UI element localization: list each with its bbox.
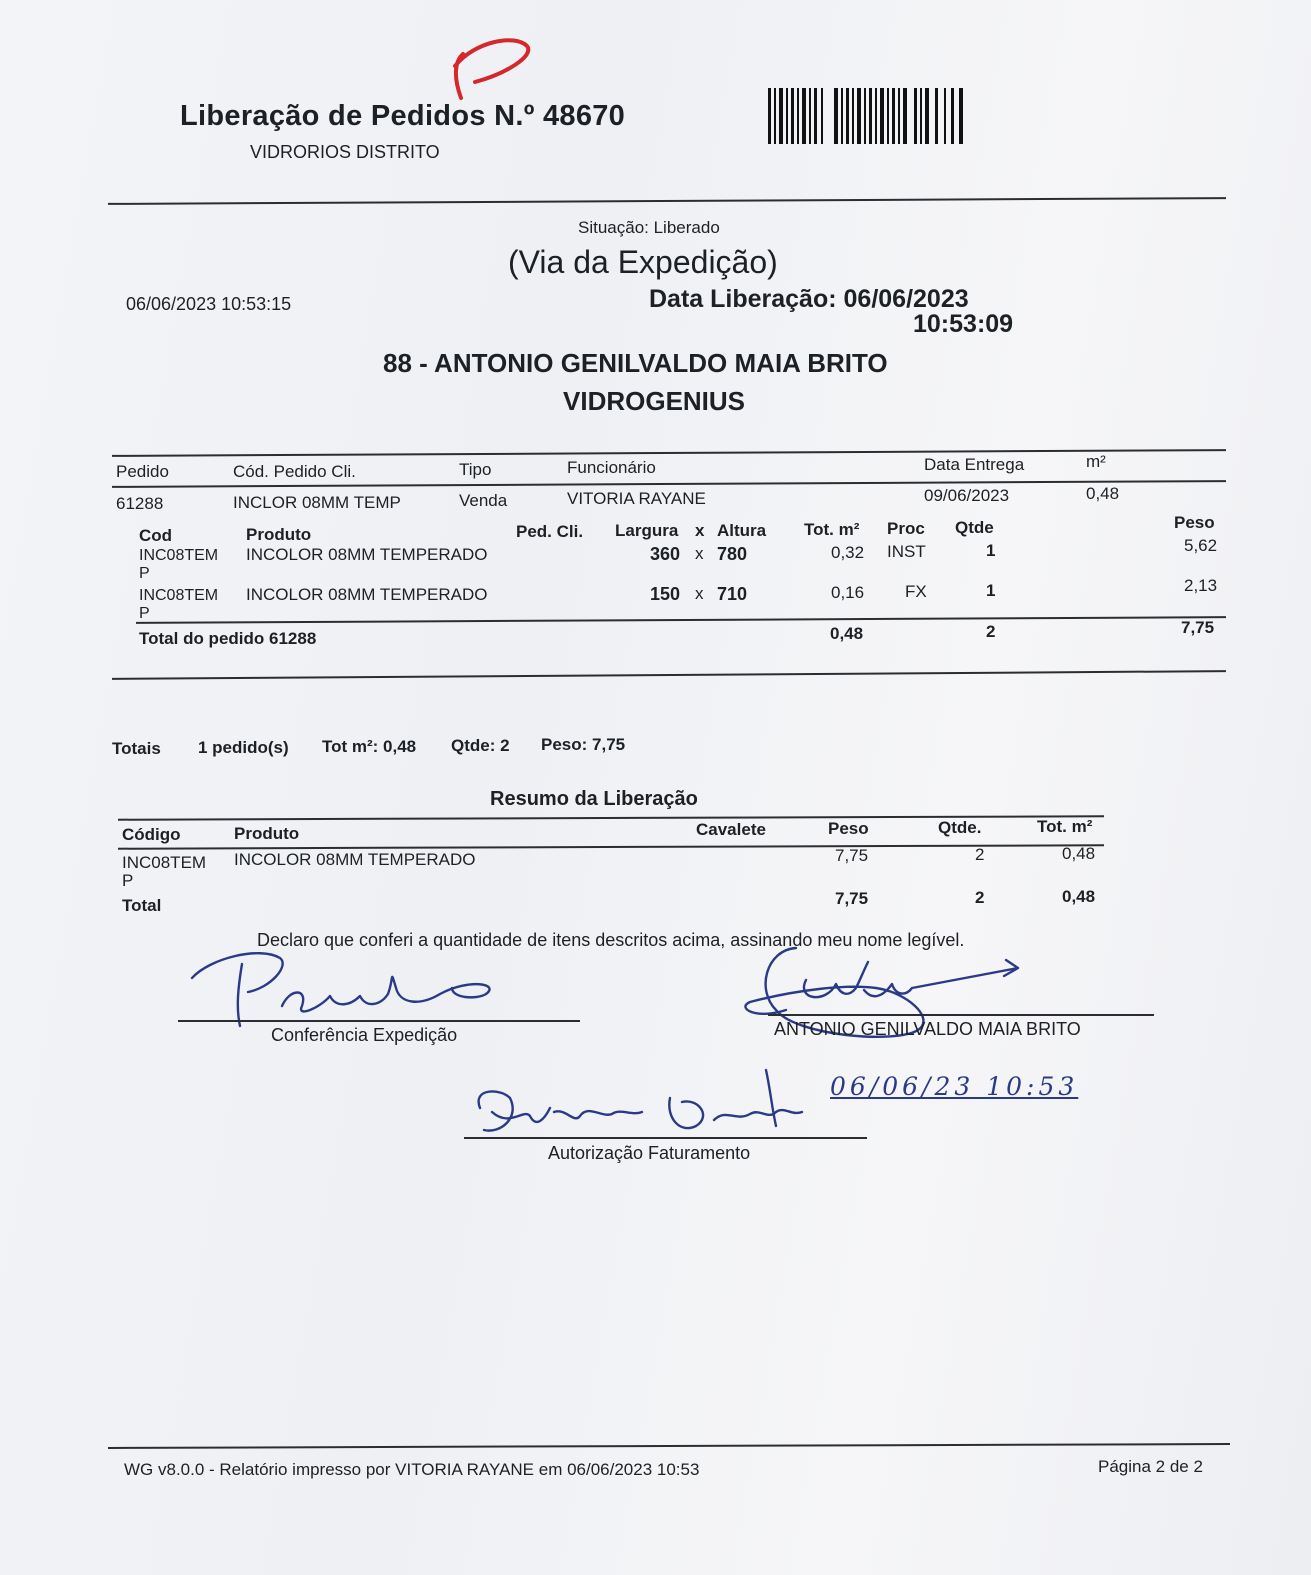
status-situation: Situação: Liberado [578, 218, 720, 237]
order-total-peso: 7,75 [1181, 618, 1215, 637]
totals-peso: Peso: 7,75 [541, 735, 626, 754]
order-table-top-rule [112, 449, 1226, 456]
client-name: 88 - ANTONIO GENILVALDO MAIA BRITO [383, 348, 888, 378]
order-m2: 0,48 [1086, 484, 1120, 503]
totals-label: Totais [112, 739, 161, 758]
item-2-width: 150 [650, 584, 681, 604]
col-cod-pedido-cli: Cód. Pedido Cli. [233, 462, 356, 481]
summary-col-codigo: Código [122, 825, 181, 844]
item-1-product: INCOLOR 08MM TEMPERADO [246, 545, 488, 564]
order-employee: VITORIA RAYANE [567, 489, 706, 508]
item-2-height: 710 [717, 584, 748, 604]
col-tipo: Tipo [459, 460, 492, 479]
col-produto: Produto [246, 525, 312, 544]
col-cod: Cod [139, 526, 173, 545]
item-2-qtde: 1 [986, 581, 996, 600]
expedition-signature-line [178, 1020, 580, 1022]
declaration-text: Declaro que conferi a quantidade de itens descritos acima, assinando meu nome legível. [257, 930, 965, 950]
summary-total-m2: 0,48 [1062, 887, 1096, 906]
summary-total-label: Total [122, 896, 162, 915]
footer-rule [108, 1443, 1230, 1449]
col-funcionario: Funcionário [567, 458, 656, 477]
client-signature-label: ANTONIO GENILVALDO MAIA BRITO [774, 1019, 1081, 1039]
summary-title: Resumo da Liberação [490, 788, 698, 810]
item-2-product: INCOLOR 08MM TEMPERADO [246, 585, 488, 604]
col-ped-cli: Ped. Cli. [516, 522, 584, 541]
col-largura: Largura [615, 521, 679, 540]
document-title: Liberação de Pedidos N.º 48670 [180, 100, 626, 132]
order-total-m2: 0,48 [830, 624, 864, 643]
summary-row-code-cont: P [122, 871, 134, 890]
release-time: 10:53:09 [913, 310, 1014, 338]
summary-row-code: INC08TEM [122, 853, 207, 872]
item-2-code-cont: P [139, 605, 150, 622]
item-1-width: 360 [650, 544, 681, 564]
order-total-label: Total do pedido 61288 [139, 629, 317, 648]
totals-orders: 1 pedido(s) [198, 738, 289, 757]
summary-col-produto: Produto [234, 824, 300, 843]
col-data-entrega: Data Entrega [924, 455, 1025, 474]
item-1-code-cont: P [139, 565, 150, 582]
col-tot-m2: Tot. m² [804, 520, 860, 539]
item-1-code: INC08TEM [139, 547, 219, 564]
barcode [768, 88, 968, 144]
billing-authorization-line [464, 1137, 867, 1139]
print-datetime: 06/06/2023 10:53:15 [126, 294, 292, 314]
item-1-qtde: 1 [986, 541, 996, 560]
summary-row-tot-m2: 0,48 [1062, 844, 1096, 863]
handwritten-datetime: 06/06/23 10:53 [830, 1072, 1079, 1101]
item-1-proc: INST [887, 542, 926, 561]
footer-page-number: Página 2 de 2 [1098, 1457, 1203, 1476]
copy-type: (Via da Expedição) [508, 244, 778, 280]
summary-row-qtde: 2 [975, 845, 985, 864]
company-name: VIDRORIOS DISTRITO [250, 142, 440, 162]
summary-col-cavalete: Cavalete [696, 820, 766, 839]
client-signature-line [768, 1014, 1154, 1016]
order-number: 61288 [116, 494, 164, 513]
summary-row-peso: 7,75 [835, 846, 869, 865]
expedition-signature [190, 948, 520, 1030]
order-type: Venda [459, 491, 508, 510]
billing-authorization-signature [470, 1068, 830, 1148]
summary-total-peso: 7,75 [835, 889, 869, 908]
client-trade-name: VIDROGENIUS [563, 386, 746, 416]
col-pedido: Pedido [116, 462, 169, 481]
col-peso: Peso [1174, 513, 1215, 532]
item-2-tot-m2: 0,16 [831, 583, 865, 602]
item-1-peso: 5,62 [1184, 536, 1218, 555]
release-date: Data Liberação: 06/06/2023 [649, 285, 969, 313]
item-2-peso: 2,13 [1184, 576, 1218, 595]
item-1-tot-m2: 0,32 [831, 543, 865, 562]
summary-col-tot-m2: Tot. m² [1037, 817, 1093, 836]
order-delivery-date: 09/06/2023 [924, 486, 1010, 505]
item-2-proc: FX [905, 582, 927, 601]
order-table-bottom-rule [112, 670, 1226, 680]
handwritten-p-mark [445, 36, 535, 106]
footer-printed-by: WG v8.0.0 - Relatório impresso por VITORIA RAYANE em 06/06/2023 10:53 [124, 1460, 700, 1479]
billing-authorization-label: Autorização Faturamento [548, 1143, 751, 1163]
col-m2: m² [1086, 452, 1106, 471]
header-divider [108, 197, 1226, 205]
totals-qtde: Qtde: 2 [451, 736, 510, 755]
order-total-qtde: 2 [986, 622, 996, 641]
order-client-code: INCLOR 08MM TEMP [233, 493, 401, 512]
item-1-height: 780 [717, 544, 748, 564]
order-total-rule [136, 616, 1226, 623]
item-1-x: x [695, 544, 704, 563]
item-2-code: INC08TEM [139, 587, 219, 604]
summary-col-qtde: Qtde. [938, 818, 982, 837]
summary-col-peso: Peso [828, 819, 869, 838]
expedition-label: Conferência Expedição [271, 1025, 458, 1045]
summary-row-product: INCOLOR 08MM TEMPERADO [234, 850, 476, 869]
col-qtde: Qtde [955, 518, 994, 537]
col-x: x [695, 521, 705, 540]
col-proc: Proc [887, 519, 925, 538]
totals-m2: Tot m²: 0,48 [322, 737, 417, 756]
summary-header-rule [118, 844, 1104, 849]
item-2-x: x [695, 584, 704, 603]
summary-total-qtde: 2 [975, 888, 985, 907]
col-altura: Altura [717, 521, 767, 540]
